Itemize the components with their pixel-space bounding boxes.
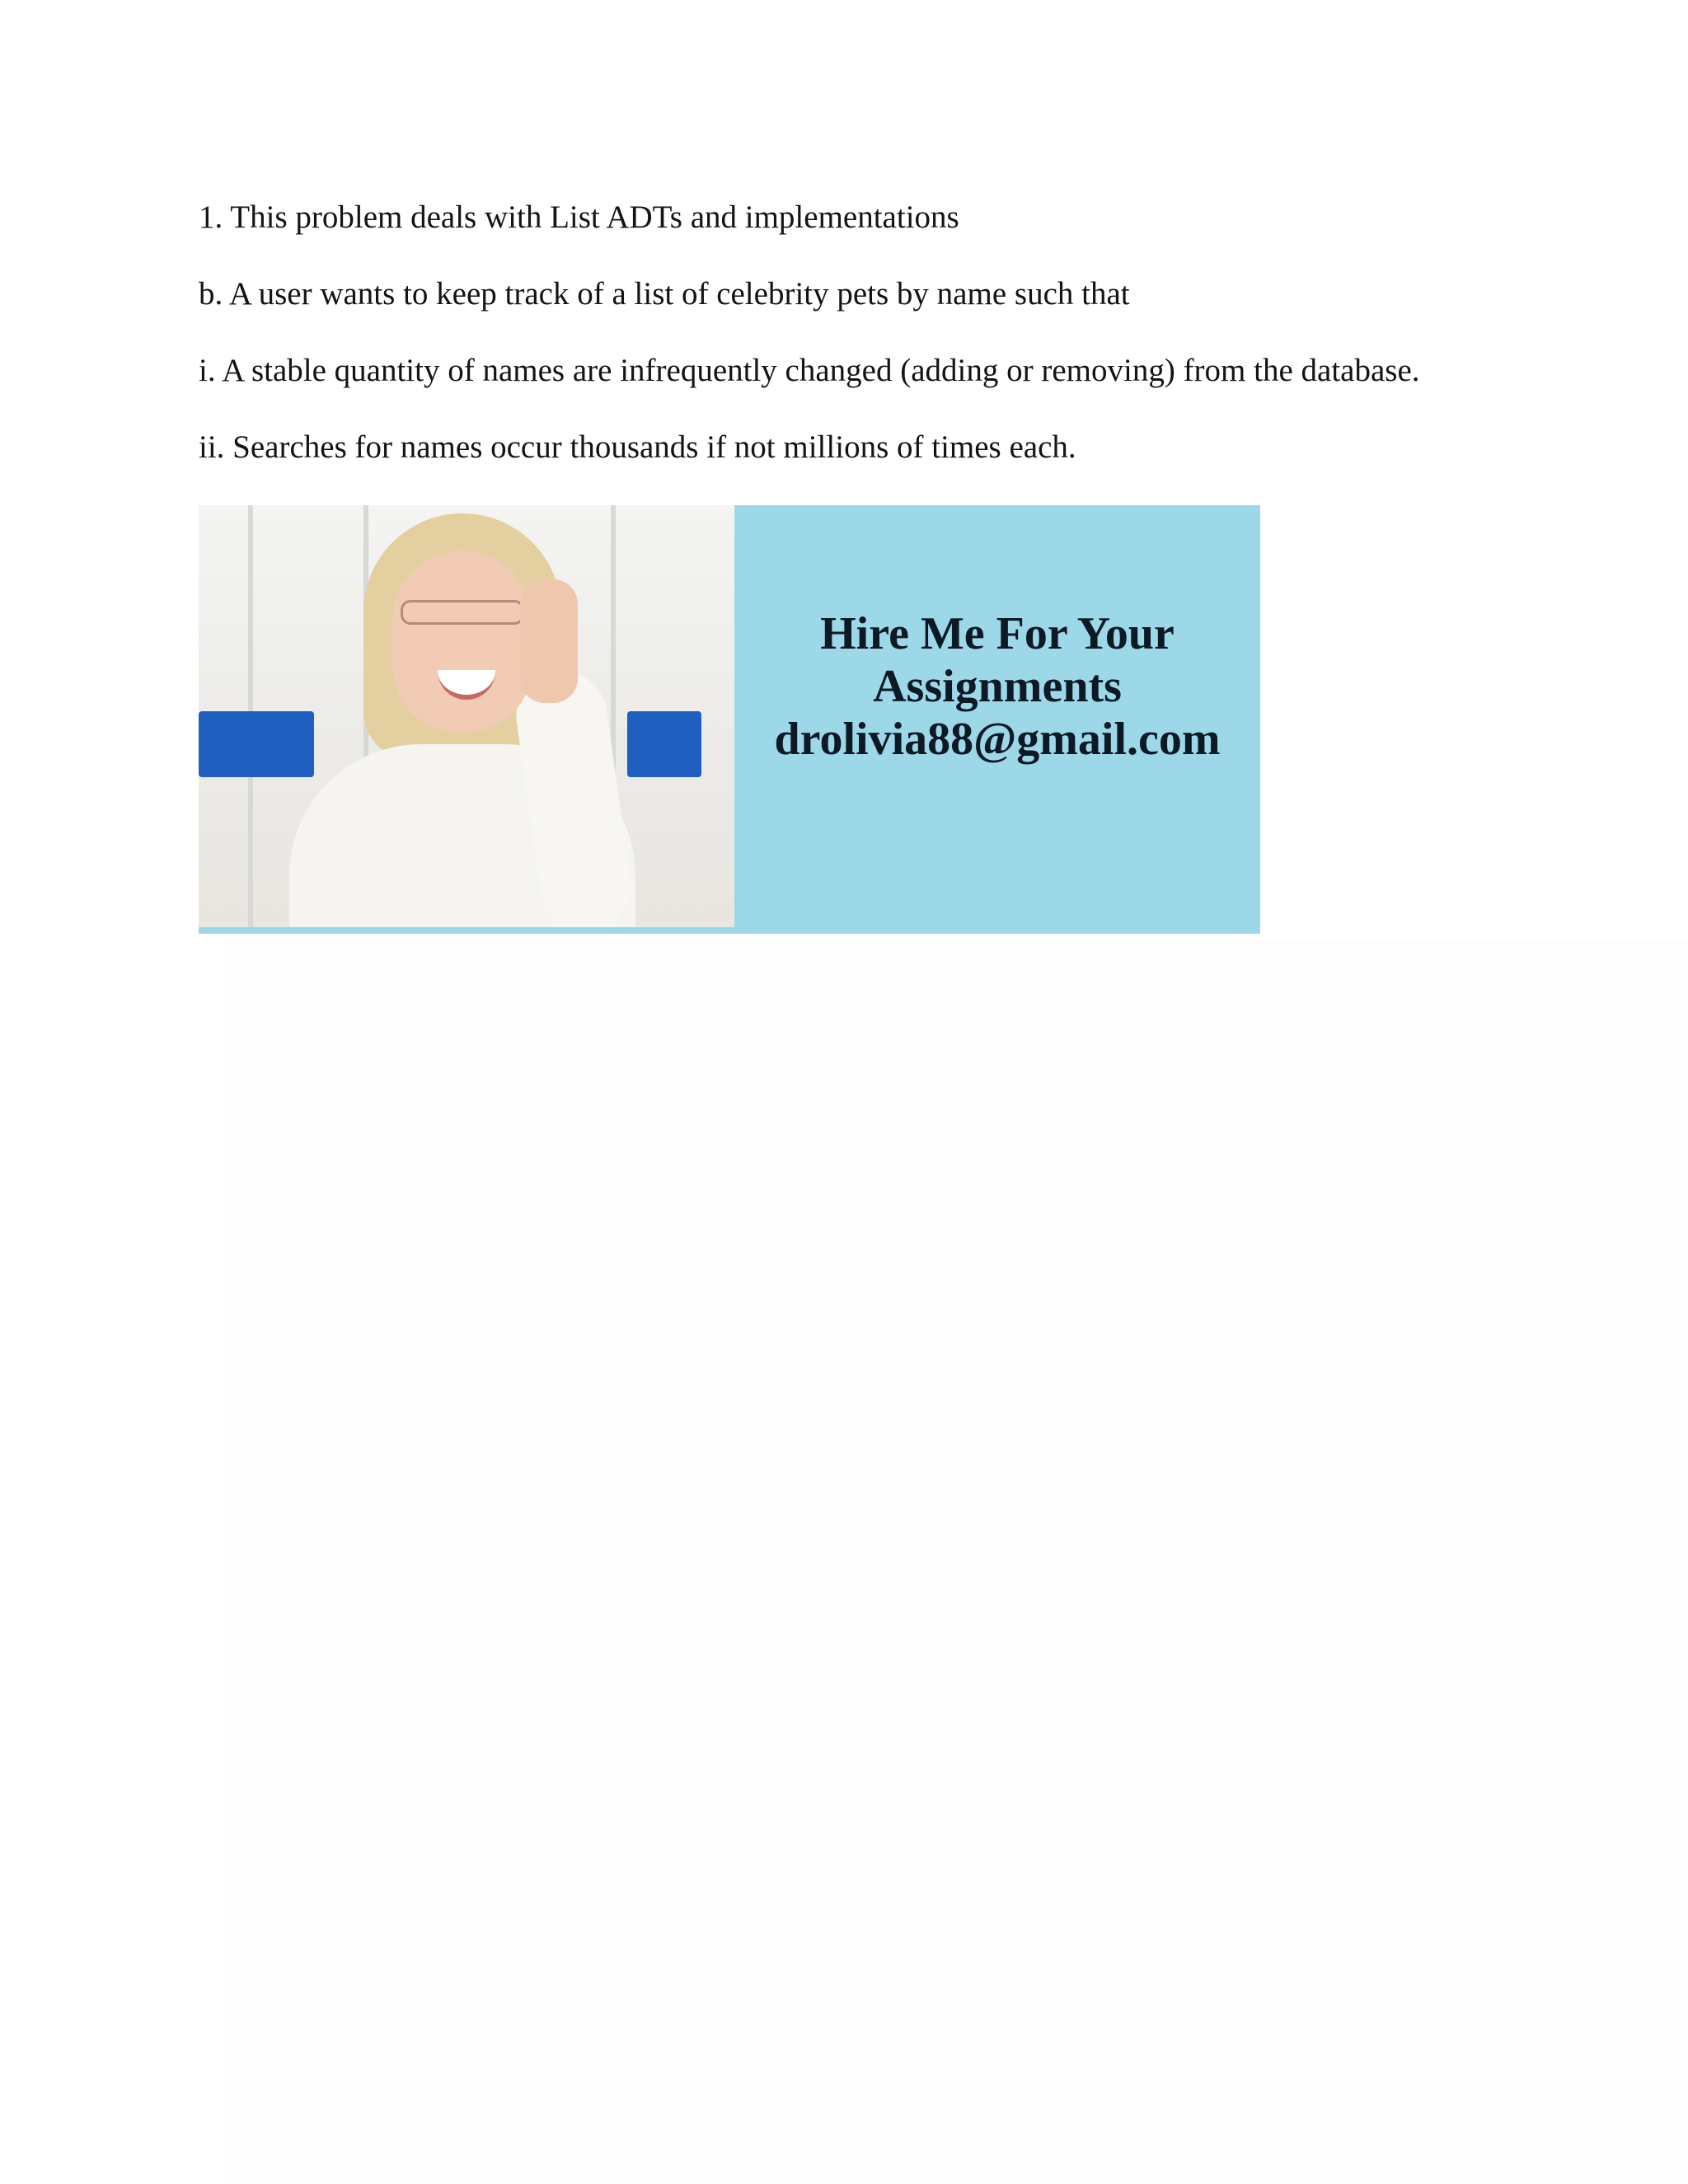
chair-back-right <box>627 711 701 777</box>
face <box>392 551 532 732</box>
hand <box>520 579 578 703</box>
photo-bottom-edge <box>199 927 734 934</box>
condition-i: i. A stable quantity of names are infrequently changed (adding or removing) from the database. <box>199 353 1420 388</box>
banner-headline-line2: Assignments <box>873 661 1122 712</box>
glasses <box>401 600 524 625</box>
woman-photo <box>199 505 734 927</box>
banner-text <box>734 505 1260 934</box>
condition-ii: ii. Searches for names occur thousands if not millions of times each. <box>199 429 1076 465</box>
banner-email: drolivia88@gmail.com <box>774 714 1221 765</box>
page-shade <box>223 940 1688 2184</box>
banner-headline-line1: Hire Me For Your <box>820 608 1175 659</box>
chair-back-left <box>199 711 314 777</box>
question-part-b: b. A user wants to keep track of a list of celebrity pets by name such that <box>199 276 1130 312</box>
advertisement-banner <box>199 505 1260 934</box>
question-heading: 1. This problem deals with List ADTs and implementations <box>199 199 959 235</box>
